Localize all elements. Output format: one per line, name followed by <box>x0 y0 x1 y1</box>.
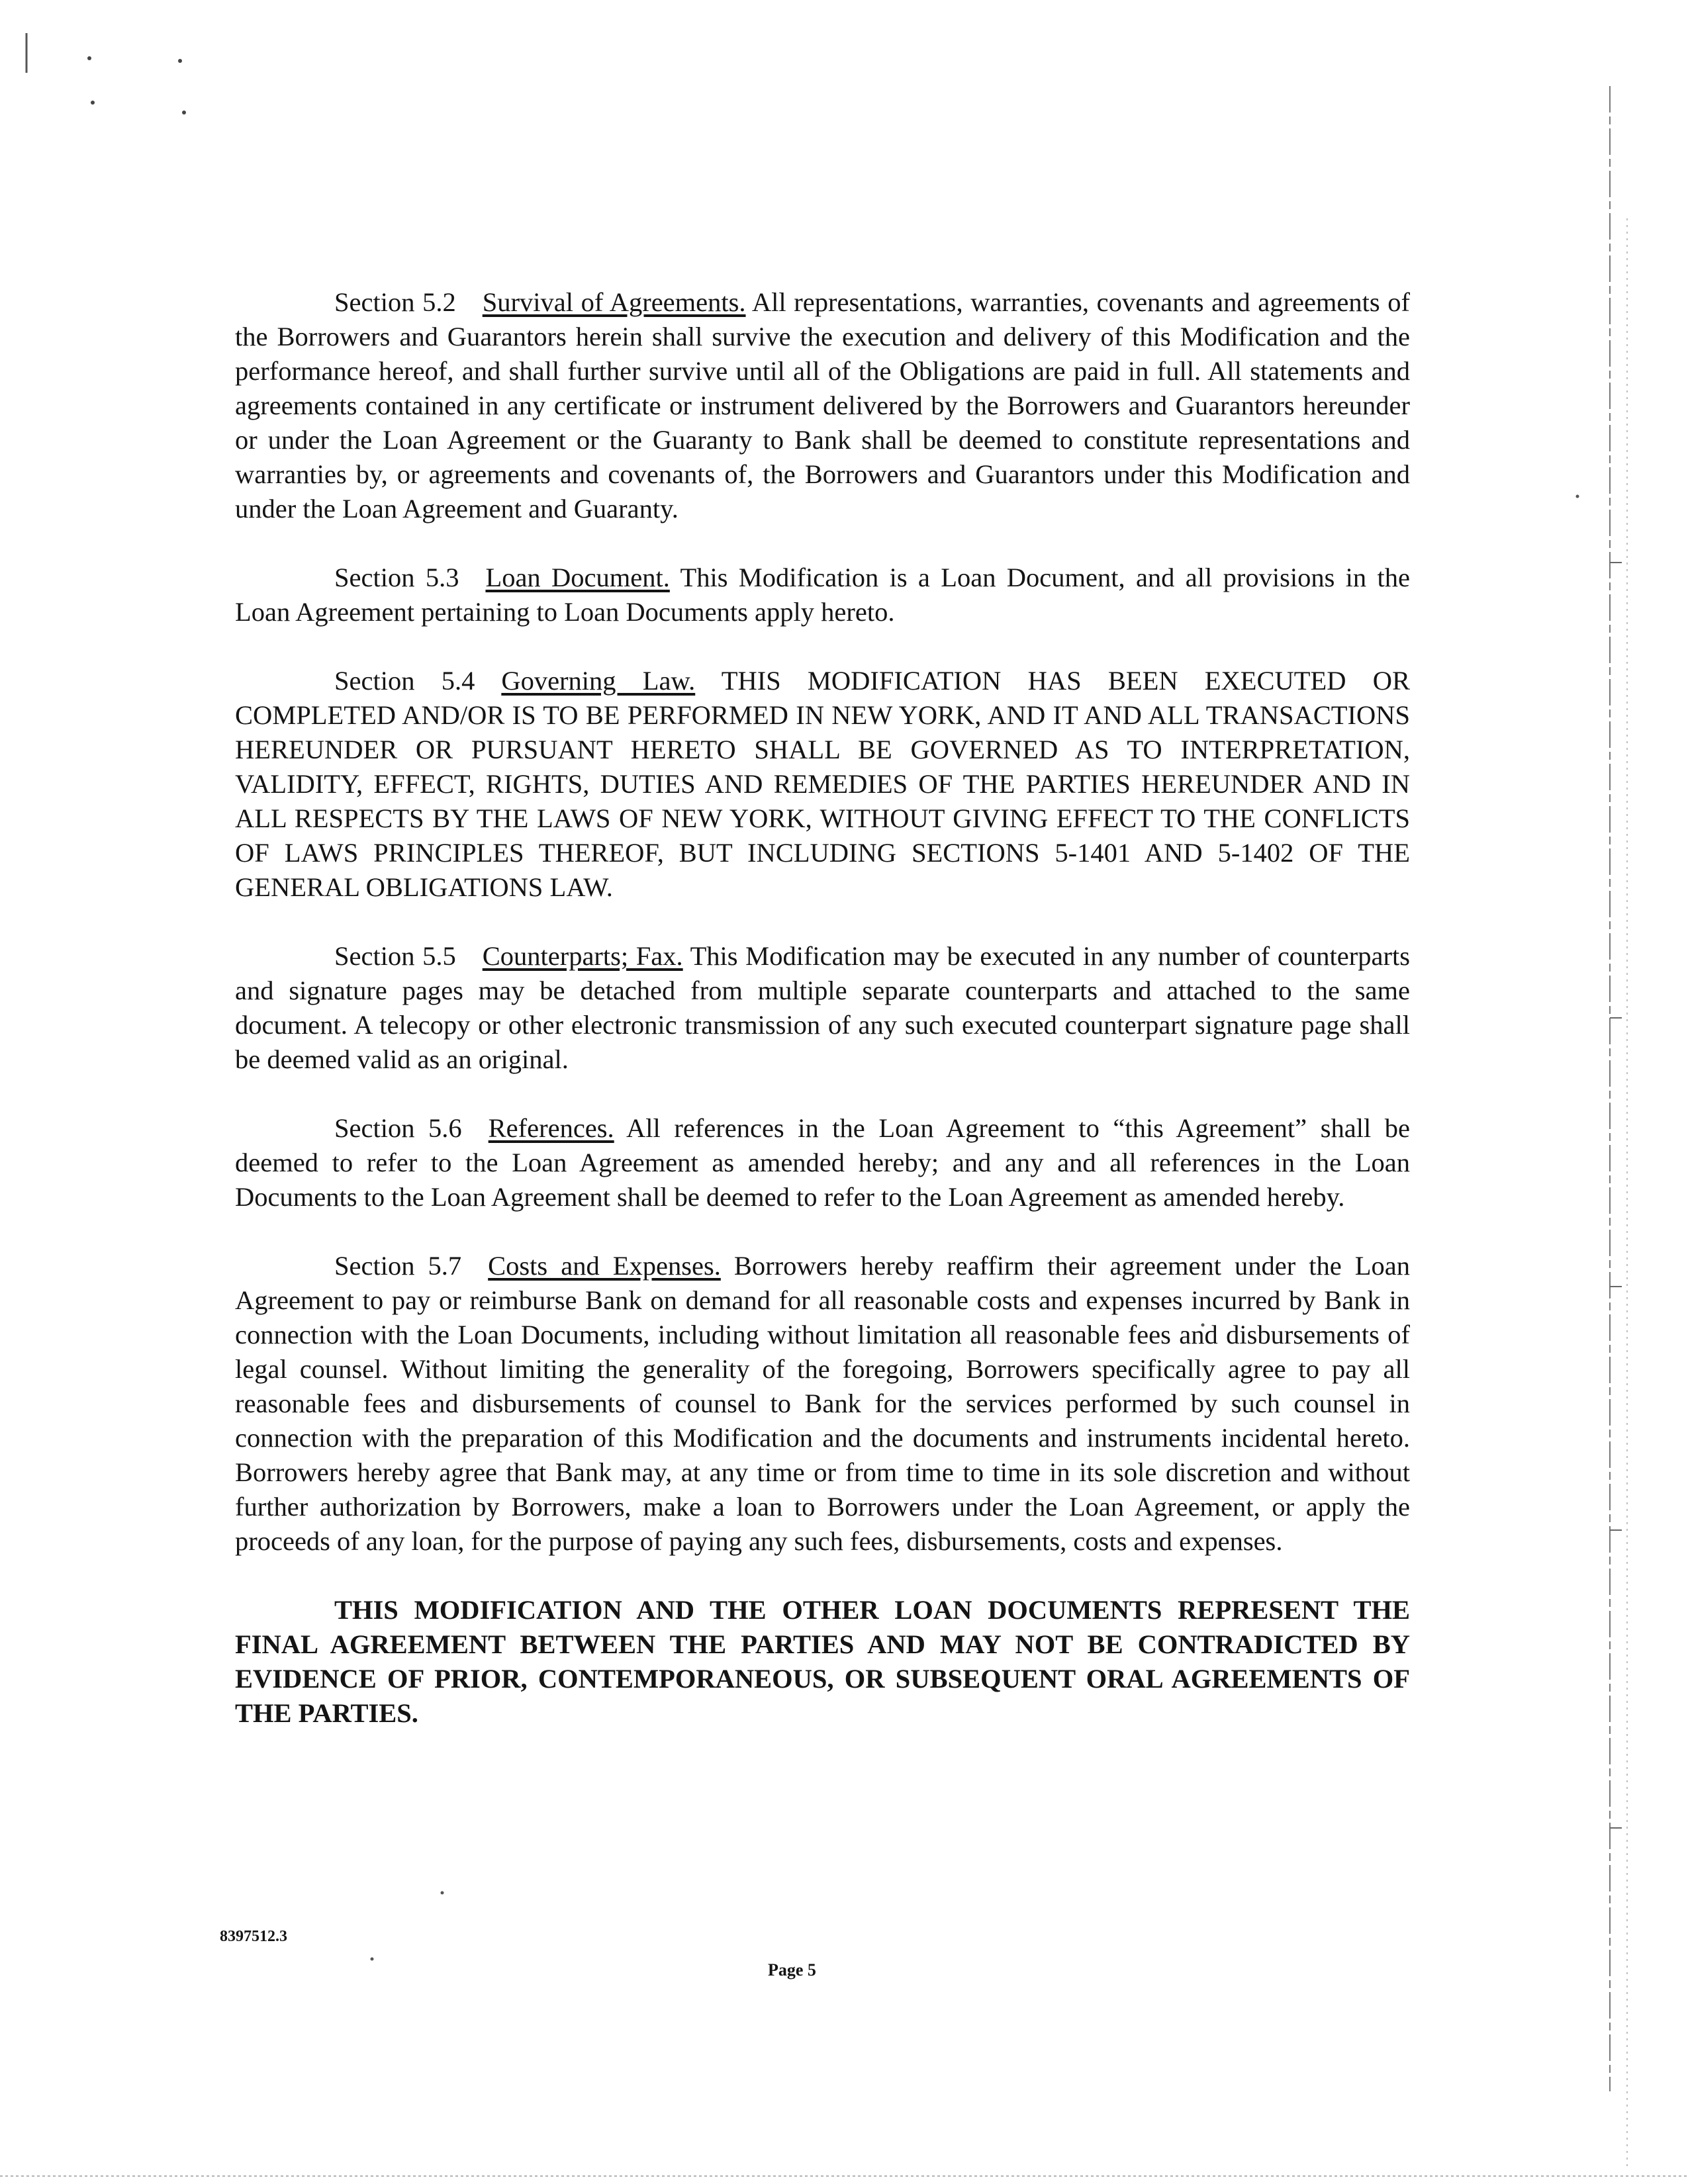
section-body: THIS MODIFICATION HAS BEEN EXECUTED OR COMPLETED AND/OR IS TO BE PERFORMED IN NEW YORK, AND IT AND ALL TRANSACTIONS HEREUNDER OR PURSUANT HERETO SHALL BE GOVERNED AS TO INTERPRETATION, VALIDITY, EFFECT, RIGHTS, DUTIES AND REMEDIES OF THE PARTIES HEREUNDER AND IN ALL RESPECTS BY THE LAWS OF NEW YORK, WITHOUT GIVING EFFECT TO THE CONFLICTS OF LAWS PRINCIPLES THEREOF, BUT INCLUDING SECTIONS 5-1401 AND 5-1402 OF THE GENERAL OBLIGATIONS LAW. <box>235 666 1410 902</box>
section-number: Section 5.4 <box>334 666 475 696</box>
scan-speck <box>87 56 91 60</box>
document-number: 8397512.3 <box>220 1928 287 1945</box>
section-title: References. <box>488 1113 614 1143</box>
scan-speck <box>182 111 186 114</box>
section-5-6 <box>235 1111 1410 1214</box>
page-number: Page 5 <box>768 1960 816 1979</box>
section-body: All references in the Loan Agreement to “this Agreement” shall be deemed to refer to the Loan Agreement as amended hereby; and any and all references in the Loan Documents to the Loan Agreement shall be deemed to refer to the Loan Agreement as amended hereby. <box>235 1113 1410 1212</box>
document-body <box>235 285 1410 1758</box>
section-title: Loan Document. <box>485 563 670 592</box>
section-body: All representations, warranties, covenants and agreements of the Borrowers and Guarantors herein shall survive the execution and delivery of this Modification and the performance hereof, and shall further survive until all of the Obligations are paid in full. All statements and agreements contained in any certificate or instrument delivered by the Borrowers and Guarantors hereunder or under the Loan Agreement or the Guaranty to Bank shall be deemed to constitute representations and warranties by, or agreements and covenants of, the Borrowers and Guarantors under this Modification and under the Loan Agreement and Guaranty. <box>235 287 1411 523</box>
section-body: Borrowers hereby reaffirm their agreement under the Loan Agreement to pay or reimburse Bank on demand for all reasonable costs and expenses incurred by Bank in connection with the Loan Documents, including without limitation all reasonable fees and disbursements of legal counsel. Without limiting the generality of the foregoing, Borrowers specifically agree to pay all reasonable fees and disbursements of counsel to Bank for the services performed by such counsel in connection with the preparation of this Modification and the documents and instruments incidental hereto. Borrowers hereby agree that Bank may, at any time or from time to time in its sole discretion and without further authorization by Borrowers, make a loan to Borrowers under the Loan Agreement, or apply the proceeds of any loan, for the purpose of paying any such fees, disbursements, costs and expenses. <box>235 1251 1411 1556</box>
section-title: Survival of Agreements. <box>482 287 746 317</box>
section-number: Section 5.7 <box>334 1251 462 1281</box>
scan-speck <box>1576 495 1579 498</box>
section-title: Counterparts; Fax. <box>482 941 683 971</box>
scan-speck <box>91 101 95 105</box>
section-title: Governing Law. <box>501 666 696 696</box>
section-number: Section 5.5 <box>334 941 456 971</box>
section-5-7 <box>235 1249 1410 1559</box>
section-body: This Modification may be executed in any number of counterparts and signature pages may be detached from multiple separate counterparts and attached to the same document. A telecopy or other electronic transmission of any such executed counterpart signature page shall be deemed valid as an original. <box>235 941 1410 1074</box>
section-number: Section 5.3 <box>334 563 459 592</box>
final-agreement-statement: THIS MODIFICATION AND THE OTHER LOAN DOCUMENTS REPRESENT THE FINAL AGREEMENT BETWEEN THE PARTIES AND MAY NOT BE CONTRADICTED BY EVIDENCE OF PRIOR, CONTEMPORANEOUS, OR SUBSEQUENT ORAL AGREEMENTS OF THE PARTIES. <box>235 1595 1410 1728</box>
section-title: Costs and Expenses. <box>488 1251 721 1281</box>
section-body: This Modification is a Loan Document, and all provisions in the Loan Agreement pertaining to Loan Documents apply hereto. <box>235 563 1410 627</box>
scan-speck <box>178 59 182 63</box>
scan-speck <box>371 1958 374 1961</box>
section-number: Section 5.6 <box>334 1113 462 1143</box>
section-5-2 <box>235 285 1410 526</box>
scan-speck <box>441 1891 444 1895</box>
section-number: Section 5.2 <box>334 287 456 317</box>
section-5-5 <box>235 939 1410 1077</box>
section-5-3 <box>235 561 1410 629</box>
section-5-4 <box>235 664 1410 905</box>
